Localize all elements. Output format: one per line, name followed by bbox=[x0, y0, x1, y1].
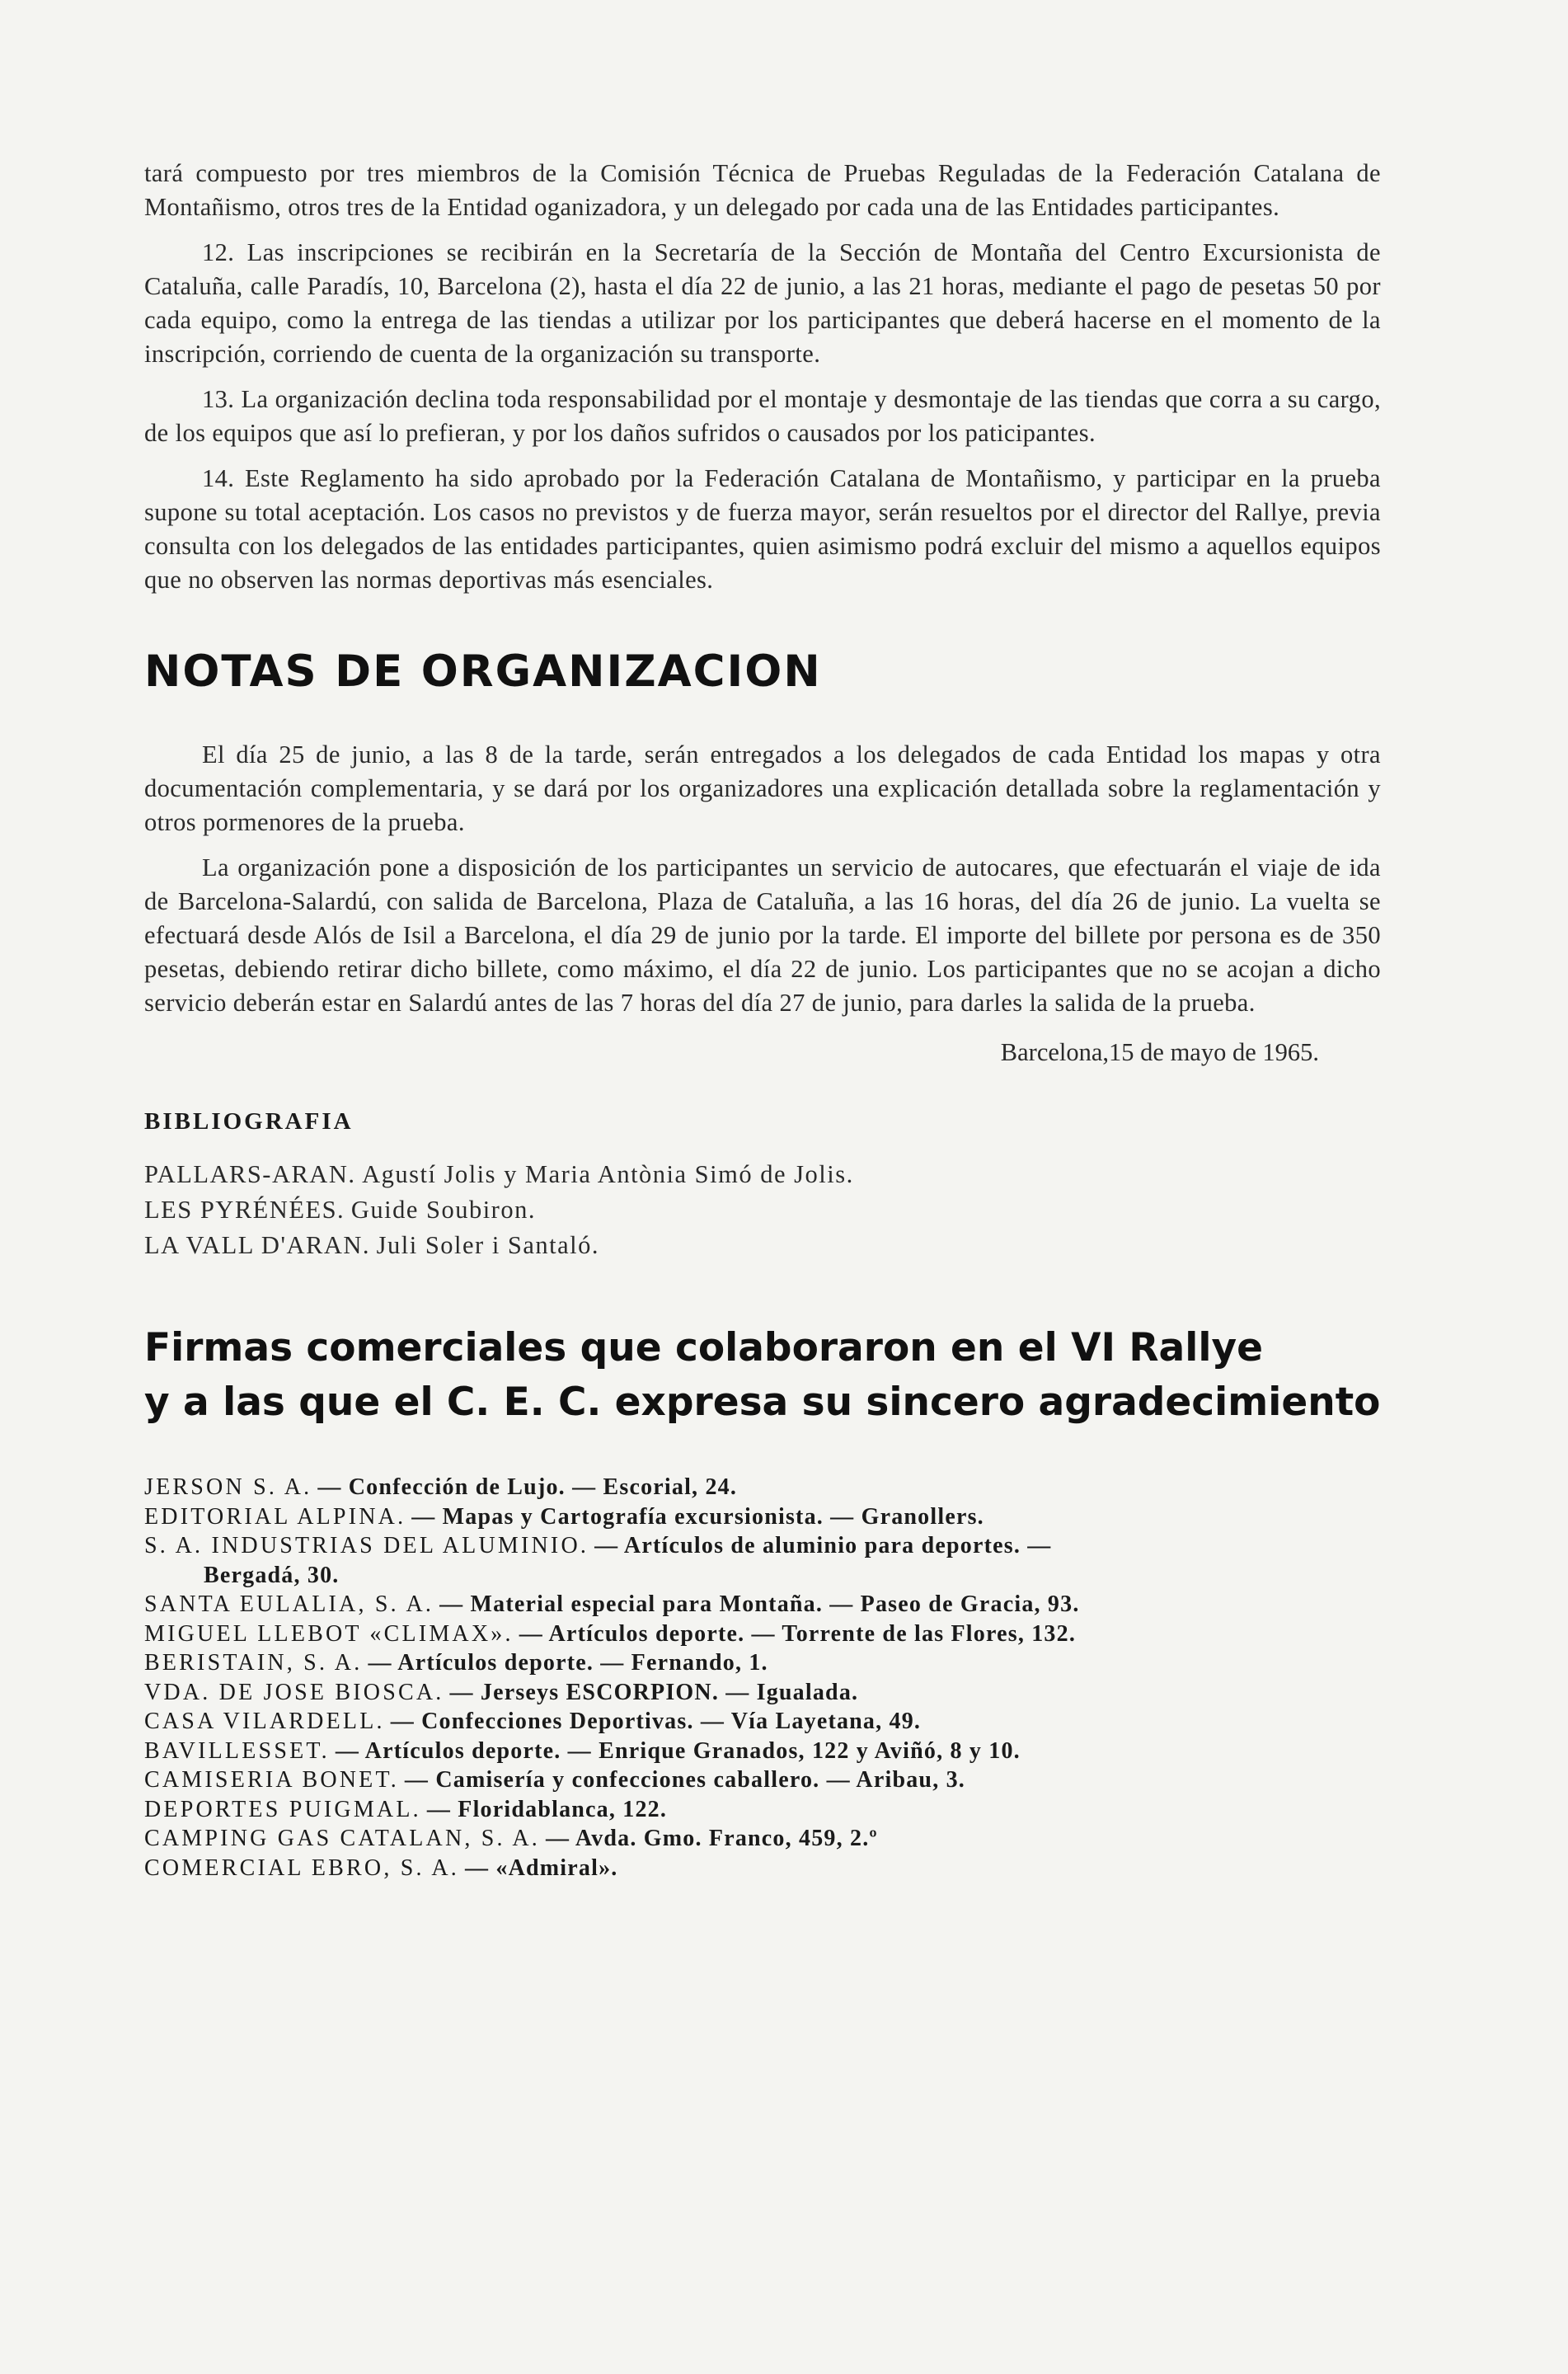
firm-description: — Jerseys ESCORPION. — Igualada. bbox=[449, 1679, 859, 1705]
bibliografia-item bbox=[144, 1157, 1381, 1192]
firm-name: JERSON S. A. bbox=[144, 1474, 312, 1500]
firmas-heading bbox=[144, 1321, 1381, 1430]
firm-item bbox=[144, 1648, 1381, 1678]
paragraph-continuation: tará compuesto por tres miembros de la Comisión Técnica de Pruebas Reguladas de la Federación Catalana de Montañismo, otros tres de la Entidad oganizadora, y un delegado por cada una de las Entidades participantes. bbox=[144, 159, 1381, 221]
firm-name: BERISTAIN, S. A. bbox=[144, 1650, 363, 1676]
firm-item bbox=[144, 1854, 1381, 1883]
firmas-list bbox=[144, 1473, 1381, 1883]
notas-paragraph-2: La organización pone a disposición de los participantes un servicio de autocares, que efectuarán el viaje de ida de Barcelona-Salardú, con salida de Barcelona, Plaza de Cataluña, a las 16 horas, del día 26 de junio. La vuelta se efectuará desde Alós de Isil a Barcelona, el día 29 de junio por la tarde. El importe del billete por persona es de 350 pesetas, debiendo retirar dicho billete, como máximo, el día 22 de junio. Los participantes que no se acojan a dicho servicio deberán estar en Salardú antes de las 7 horas del día 27 de junio, para darles la salida de la prueba. bbox=[144, 853, 1381, 1017]
paragraph-rule-12: 12. Las inscripciones se recibirán en la Secretaría de la Sección de Montaña del Centro Excursionista de Cataluña, calle Paradís, 10, Barcelona (2), hasta el día 22 de junio, a las 21 horas, mediante el pago de pesetas 50 por cada equipo, como la entrega de las tiendas a utilizar por los participantes que deberá hacerse en el momento de la inscripción, corriendo de cuenta de la organización su transporte. bbox=[144, 238, 1381, 368]
firm-item bbox=[144, 1737, 1381, 1766]
firm-name: COMERCIAL EBRO, S. A. bbox=[144, 1855, 459, 1881]
firm-name: SANTA EULALIA, S. A. bbox=[144, 1591, 434, 1617]
firm-description: — Artículos de aluminio para deportes. — bbox=[594, 1533, 1052, 1558]
bibliografia-section bbox=[144, 1108, 1381, 1263]
notas-paragraph-1: El día 25 de junio, a las 8 de la tarde, serán entregados a los delegados de cada Entidad los mapas y otra documentación complementaria, y se dará por los organizadores una explicación detallada sobre la reglamentación y otros pormenores de la prueba. bbox=[144, 740, 1381, 836]
notas-heading: NOTAS DE ORGANIZACION bbox=[144, 646, 822, 697]
firm-name: CASA VILARDELL. bbox=[144, 1709, 385, 1734]
bibliografia-item-author: Juli Soler i Santaló. bbox=[376, 1231, 600, 1259]
firm-name: DEPORTES PUIGMAL. bbox=[144, 1796, 421, 1822]
page-content bbox=[144, 157, 1381, 1883]
notas-section bbox=[144, 646, 1381, 1067]
firm-item bbox=[144, 1795, 1381, 1825]
firm-item bbox=[144, 1531, 1381, 1561]
paragraph-rule-13: 13. La organización declina toda responsabilidad por el montaje y desmontaje de las tiendas que corra a su cargo, de los equipos que así lo prefieran, y por los daños sufridos o causados por los paticipantes. bbox=[144, 385, 1381, 447]
firm-item bbox=[144, 1473, 1381, 1502]
firm-name: VDA. DE JOSE BIOSCA. bbox=[144, 1679, 444, 1705]
bibliografia-item-author: Agustí Jolis y Maria Antònia Simó de Jolis. bbox=[362, 1160, 854, 1188]
firm-description: — Artículos deporte. — Enrique Granados, 122 y Aviñó, 8 y 10. bbox=[335, 1737, 1021, 1764]
firm-name: EDITORIAL ALPINA. bbox=[144, 1503, 406, 1530]
firm-description: — Artículos deporte. — Torrente de las Flores, 132. bbox=[519, 1620, 1077, 1647]
firm-item bbox=[144, 1502, 1381, 1532]
firm-description: — Material especial para Montaña. — Paseo de Gracia, 93. bbox=[439, 1591, 1080, 1617]
firm-name: MIGUEL LLEBOT «CLIMAX». bbox=[144, 1620, 514, 1647]
bibliografia-list bbox=[144, 1157, 1381, 1263]
firm-name: CAMISERIA BONET. bbox=[144, 1767, 399, 1793]
firm-name: S. A. INDUSTRIAS DEL ALUMINIO. bbox=[144, 1533, 589, 1558]
paragraph-rule-14: 14. Este Reglamento ha sido aprobado por la Federación Catalana de Montañismo, y participar en la prueba supone su total aceptación. Los casos no previstos y de fuerza mayor, serán resueltos por el director del Rallye, previa consulta con los delegados de las entidades participantes, quien asimismo podrá excluir del mismo a aquellos equipos que no observen las normas deportivas más esenciales. bbox=[144, 464, 1381, 594]
firm-description: — Confecciones Deportivas. — Vía Layetana, 49. bbox=[390, 1709, 922, 1734]
firm-description: — Confección de Lujo. — Escorial, 24. bbox=[317, 1474, 738, 1500]
firm-item bbox=[144, 1590, 1381, 1619]
firm-name: BAVILLESSET. bbox=[144, 1737, 330, 1764]
firm-item-continuation bbox=[144, 1561, 1381, 1591]
bibliografia-title: BIBLIOGRAFIA bbox=[144, 1108, 354, 1135]
firm-description: — Artículos deporte. — Fernando, 1. bbox=[368, 1650, 768, 1676]
firm-description: — «Admiral». bbox=[464, 1855, 618, 1881]
bibliografia-item bbox=[144, 1192, 1381, 1228]
firm-description: — Mapas y Cartografía excursionista. — Granollers. bbox=[411, 1503, 984, 1530]
firm-item bbox=[144, 1678, 1381, 1708]
firm-description: — Floridablanca, 122. bbox=[426, 1796, 668, 1822]
bibliografia-item bbox=[144, 1228, 1381, 1263]
date-line: Barcelona,15 de mayo de 1965. bbox=[1000, 1038, 1319, 1066]
firm-description: Bergadá, 30. bbox=[204, 1562, 340, 1588]
firm-item bbox=[144, 1619, 1381, 1649]
firm-name: CAMPING GAS CATALAN, S. A. bbox=[144, 1826, 541, 1851]
firmas-heading-line-2: y a las que el C. E. C. expresa su sincero agradecimiento bbox=[144, 1380, 1381, 1425]
reglamento-section bbox=[144, 157, 1381, 597]
firmas-heading-line-1: Firmas comerciales que colaboraron en el VI Rallye bbox=[144, 1325, 1263, 1370]
firmas-section bbox=[144, 1321, 1381, 1883]
bibliografia-item-author: Guide Soubiron. bbox=[350, 1196, 536, 1224]
firm-description: — Camisería y confecciones caballero. — Aribau, 3. bbox=[404, 1767, 965, 1793]
firm-description: — Avda. Gmo. Franco, 459, 2.º bbox=[546, 1826, 878, 1851]
firm-item bbox=[144, 1765, 1381, 1795]
bibliografia-item-title: PALLARS-ARAN. bbox=[144, 1160, 356, 1188]
bibliografia-item-title: LES PYRÉNÉES. bbox=[144, 1196, 345, 1224]
bibliografia-item-title: LA VALL D'ARAN. bbox=[144, 1231, 370, 1259]
firm-item bbox=[144, 1824, 1381, 1854]
firm-item bbox=[144, 1707, 1381, 1737]
